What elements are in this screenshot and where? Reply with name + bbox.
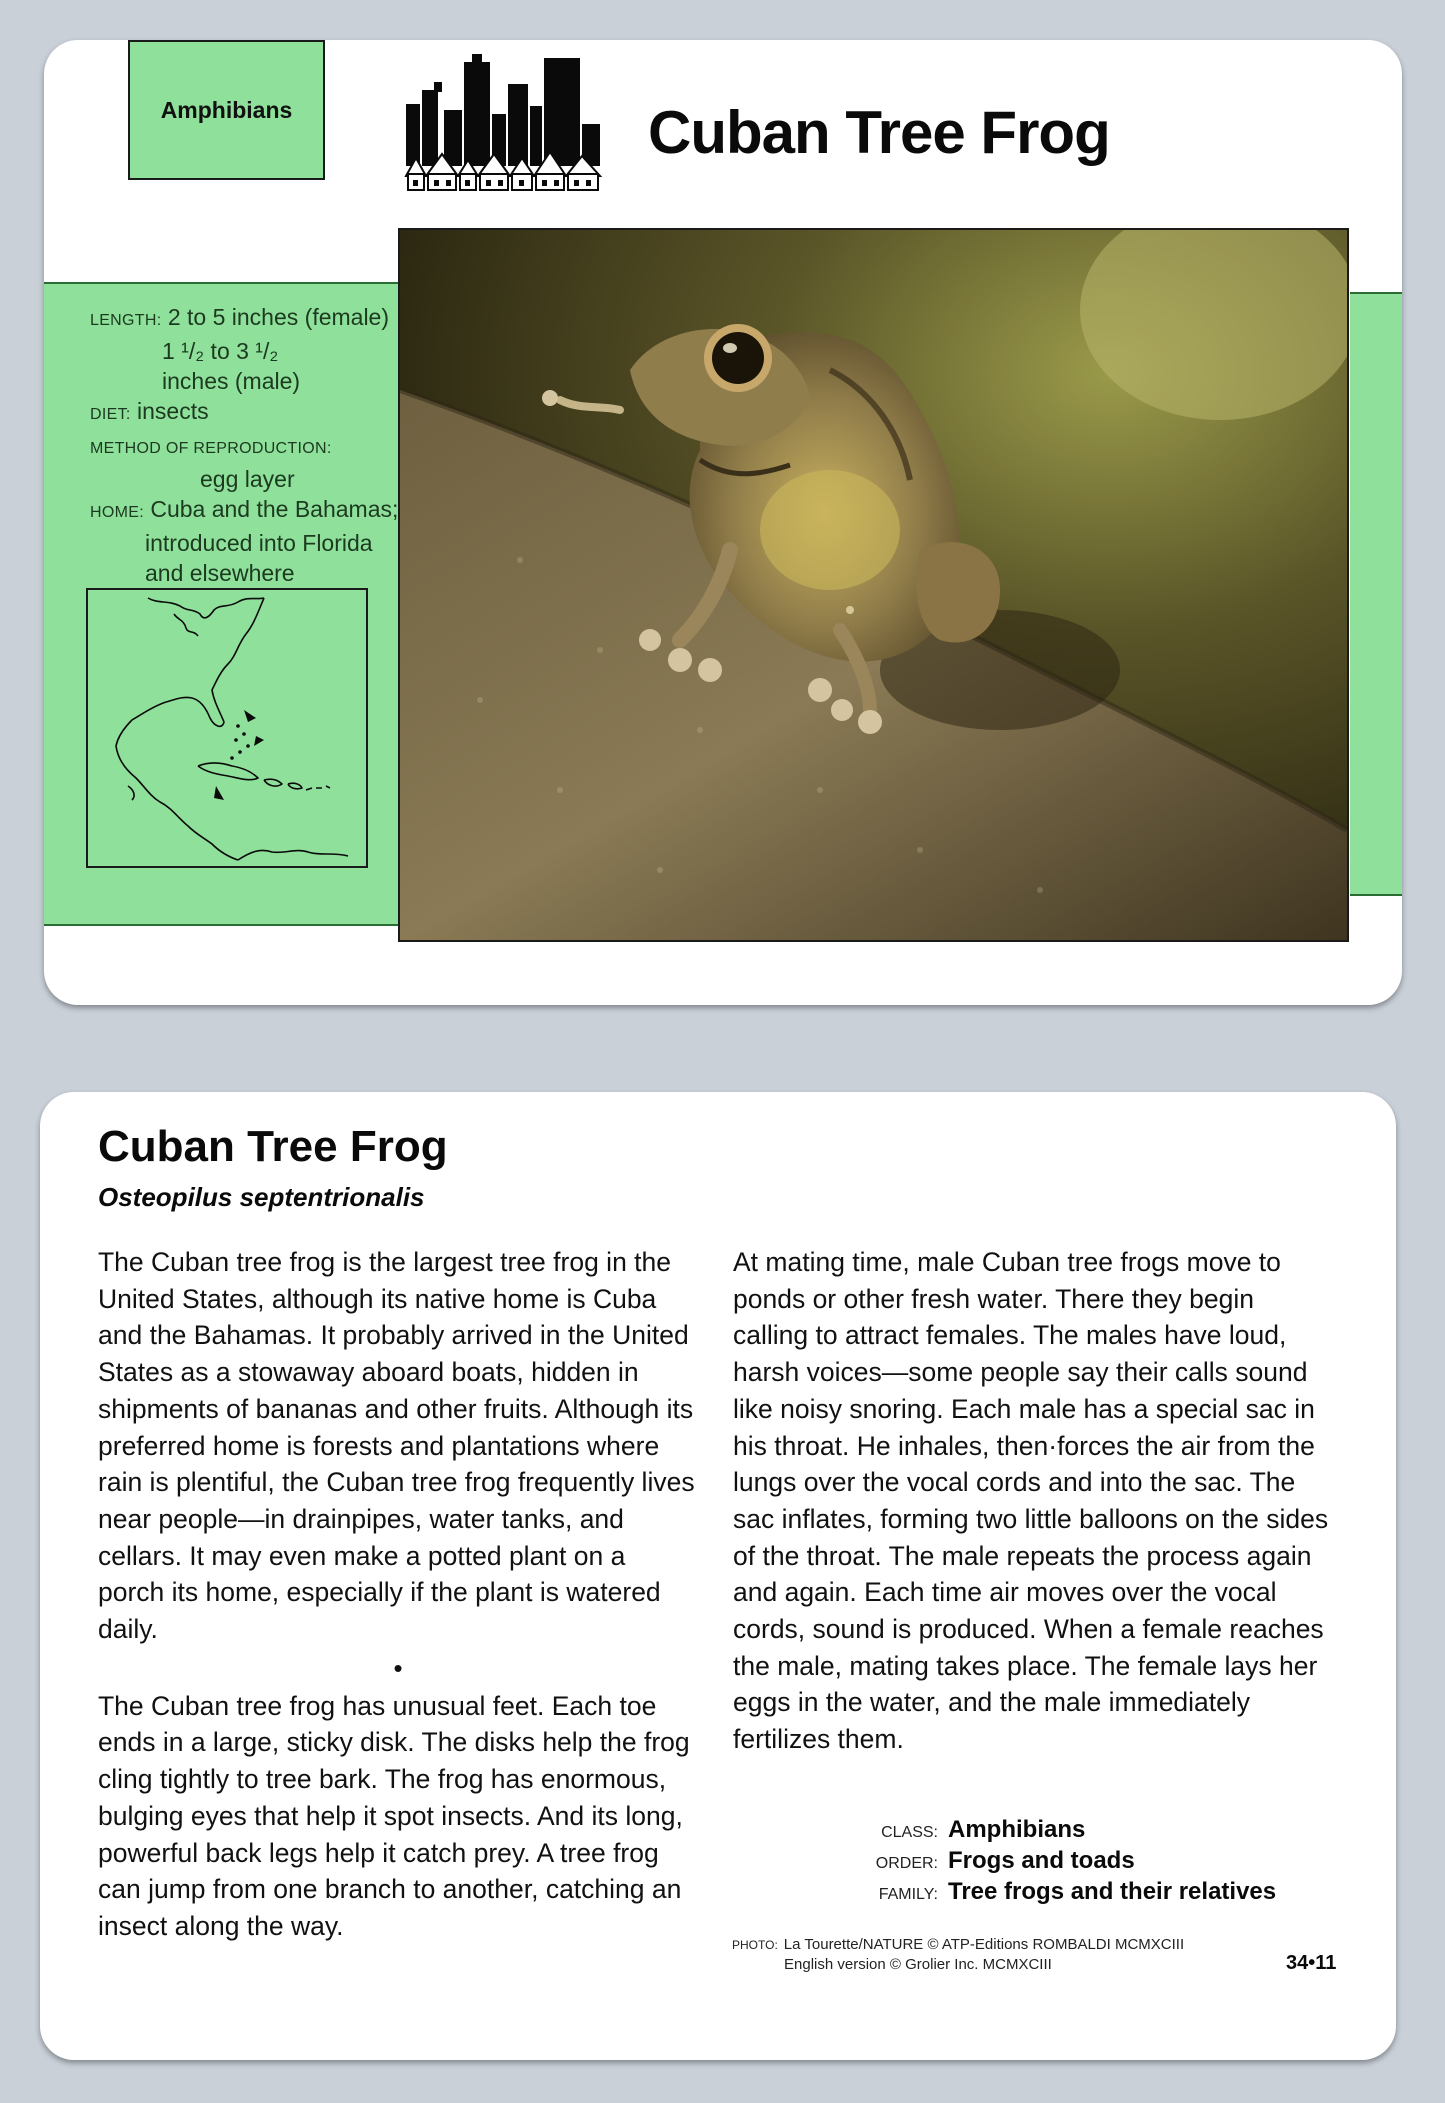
diet-label: DIET: — [90, 406, 131, 423]
frog-photo — [398, 228, 1349, 942]
home-value-line3: and elsewhere — [145, 560, 295, 586]
text-column-right — [733, 1244, 1333, 1758]
home-value: Cuba and the Bahamas; — [150, 496, 399, 522]
order-label: ORDER: — [875, 1855, 938, 1872]
category-box: Amphibians — [128, 40, 325, 180]
length-value: 2 to 5 inches (female) — [167, 304, 390, 330]
card-number: 34•11 — [1286, 1952, 1337, 1974]
order-value: Frogs and toads — [948, 1847, 1135, 1874]
family-value: Tree frogs and their relatives — [948, 1878, 1277, 1905]
back-card — [40, 1092, 1396, 2060]
home-value-line2: introduced into Florida — [145, 530, 373, 556]
scientific-name: Osteopilus septentrionalis — [98, 1182, 425, 1212]
paragraph-mating: At mating time, male Cuban tree frogs move to ponds or other fresh water. There they begin calling to attract females. The males have loud, harsh voices—some people say their calls sound like noisy snoring. Each male has a special sac in his throat. He inhales, then·forces the air from the lungs over the vocal cords and into the sac. The sac inflates, forming two little balloons on the sides of the throat. The male repeats the process again and again. Each time air moves over the vocal cords, sound is produced. When a female reaches the male, mating takes place. The female lays her eggs in the water, and the male immediately fertilizes them. — [733, 1247, 1329, 1755]
length-value-line3: inches (male) — [162, 368, 301, 394]
front-title: Cuban Tree Frog — [648, 99, 1110, 166]
photo-credit — [732, 1935, 1184, 1974]
range-map — [86, 588, 368, 868]
length-label: LENGTH: — [90, 312, 162, 329]
paragraph-feet: The Cuban tree frog has unusual feet. Each toe ends in a large, sticky disk. The disks help the frog cling tightly to tree bark. The frog has enormous, bulging eyes that help it spot insects. And its long, powerful back legs help it catch prey. A tree frog can jump from one branch to another, catching an insect along the way. — [98, 1690, 690, 1941]
classification-block — [866, 1816, 1276, 1909]
credit-line2: English version © Grolier Inc. MCMXCIII — [784, 1956, 1052, 1973]
length-value-line2: 1 ¹/₂ to 3 ¹/₂ — [162, 338, 279, 364]
paragraph-separator: • — [393, 1652, 403, 1683]
class-value: Amphibians — [948, 1816, 1086, 1843]
reproduction-value: egg layer — [200, 466, 295, 492]
tree-frog-illustration — [400, 230, 1347, 940]
reproduction-label: METHOD OF REPRODUCTION: — [90, 440, 332, 457]
back-title: Cuban Tree Frog — [98, 1122, 448, 1171]
facts-list — [90, 302, 410, 588]
family-label: FAMILY: — [878, 1886, 938, 1903]
home-label: HOME: — [90, 504, 144, 521]
city-skyline-icon — [404, 54, 604, 192]
text-column-left — [98, 1244, 698, 1945]
diet-value: insects — [137, 398, 209, 424]
front-card — [44, 40, 1402, 1005]
class-label: CLASS: — [881, 1824, 938, 1841]
credit-line1: La Tourette/NATURE © ATP-Editions ROMBALDI MCMXCIII — [783, 1936, 1185, 1953]
credit-label: PHOTO: — [732, 1938, 778, 1952]
paragraph-habitat: The Cuban tree frog is the largest tree frog in the United States, although its native home is Cuba and the Bahamas. It probably arrived in the United States as a stowaway aboard boats, hidden in shipments of bananas and other fruits. Although its preferred home is forests and plantations where rain is plentiful, the Cuban tree frog frequently lives near people—in drainpipes, water tanks, and cellars. It may even make a potted plant on a porch its home, especially if the plant is watered daily. — [98, 1247, 695, 1645]
right-green-strip — [1350, 292, 1402, 896]
